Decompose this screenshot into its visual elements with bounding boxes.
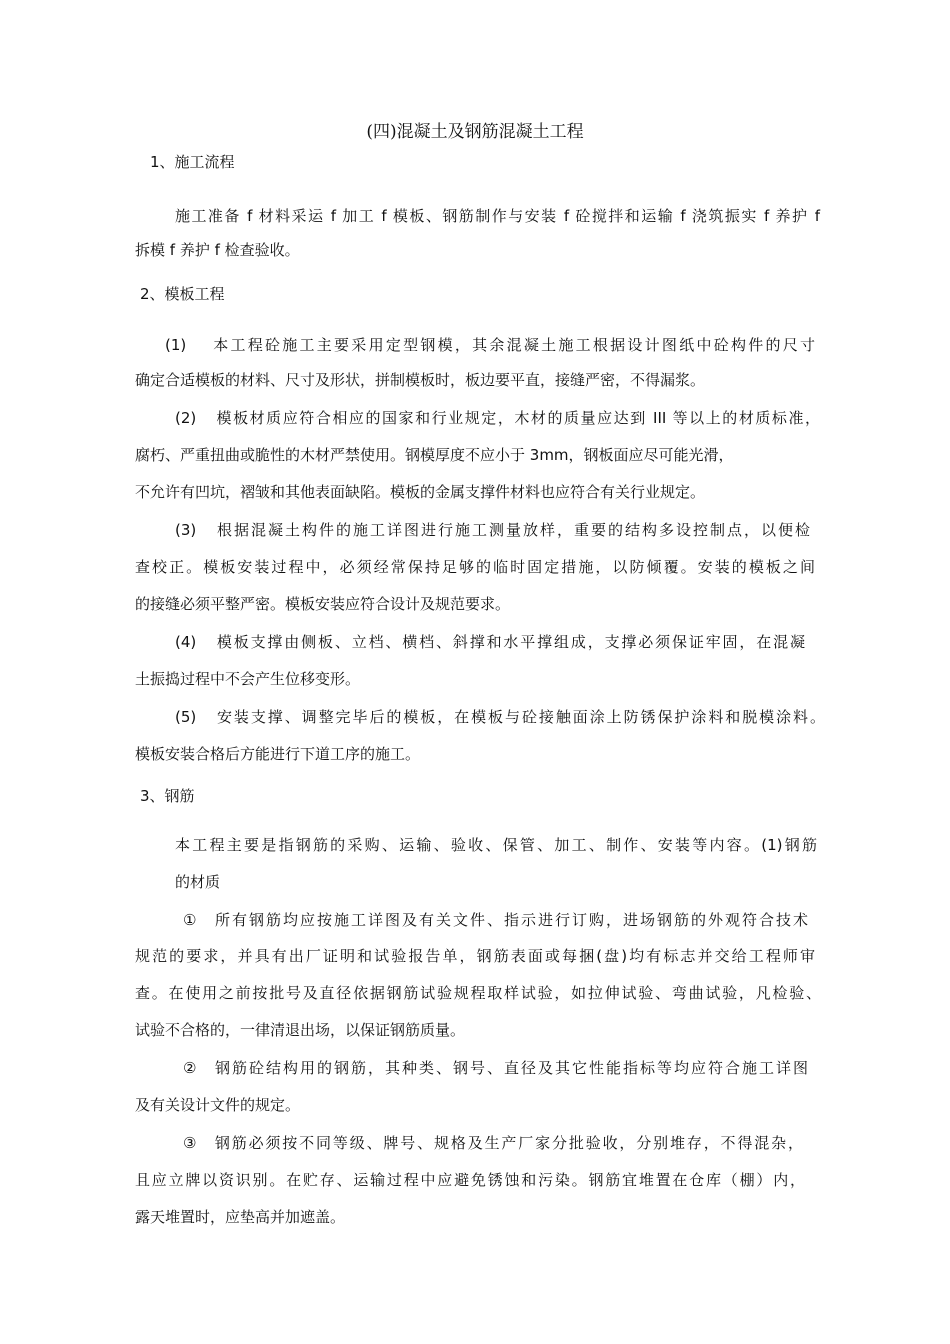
paragraph-line	[175, 632, 805, 652]
item-number: (4)	[175, 633, 197, 651]
paragraph-line: 的材质	[175, 873, 221, 891]
paragraph-line: 的接缝必须平整严密。模板安装应符合设计及规范要求。	[135, 595, 511, 613]
paragraph-text: 模板材质应符合相应的国家和行业规定，木材的质量应达到 III 等以上的材质标准，	[215, 409, 820, 427]
item-number: (5)	[175, 708, 197, 726]
paragraph-text: 安装支撑、调整完毕后的模板，在模板与砼接触面涂上防锈保护涂料和脱模涂料。	[215, 708, 825, 726]
section-heading-3: 3、钢筋	[140, 787, 195, 805]
paragraph-text: 钢筋砼结构用的钢筋，其种类、钢号、直径及其它性能指标等均应符合施工详图	[213, 1059, 808, 1077]
paragraph-text: 所有钢筋均应按施工详图及有关文件、指示进行订购，进场钢筋的外观符合技术	[213, 911, 808, 929]
paragraph-line	[165, 335, 815, 355]
paragraph-line: 腐朽、严重扭曲或脆性的木材严禁使用。钢模厚度不应小于 3mm，钢板面应尽可能光滑，	[135, 446, 734, 464]
section-heading-2: 2、模板工程	[140, 285, 225, 303]
paragraph-line	[175, 408, 820, 428]
item-number: (2)	[175, 409, 197, 427]
paragraph-line: 不允许有凹坑，褶皱和其他表面缺陷。模板的金属支撑件材料也应符合有关行业规定。	[135, 483, 706, 501]
item-number: (3)	[175, 521, 197, 539]
paragraph-text: 本工程砼施工主要采用定型钢模，其余混凝土施工根据设计图纸中砼构件的尺寸	[211, 336, 815, 354]
section-heading-1: 1、施工流程	[150, 153, 235, 171]
item-marker: ②	[183, 1059, 197, 1077]
paragraph-line	[183, 1133, 803, 1153]
paragraph-text: 钢筋必须按不同等级、牌号、规格及生产厂家分批验收，分别堆存，不得混杂，	[213, 1134, 803, 1152]
paragraph-line: 模板安装合格后方能进行下道工序的施工。	[135, 745, 421, 763]
item-number: (1)	[165, 336, 187, 354]
paragraph-line: 土振捣过程中不会产生位移变形。	[135, 670, 361, 688]
item-marker: ①	[183, 911, 197, 929]
paragraph-line	[175, 520, 810, 540]
paragraph-text: 根据混凝土构件的施工详图进行施工测量放样，重要的结构多设控制点，以便检	[215, 521, 810, 539]
paragraph-line: 查。在使用之前按批号及直径依据钢筋试验规程取样试验，如拉伸试验、弯曲试验，凡检验、	[135, 984, 821, 1002]
paragraph-line: 拆模 f 养护 f 检查验收。	[135, 241, 300, 259]
item-marker: ③	[183, 1134, 197, 1152]
paragraph-line: 且应立牌以资识别。在贮存、运输过程中应避免锈蚀和污染。钢筋宜堆置在仓库（棚）内，	[135, 1171, 805, 1189]
paragraph-line	[175, 707, 825, 727]
paragraph-line: 查校正。模板安装过程中，必须经常保持足够的临时固定措施，以防倾覆。安装的模板之间	[135, 558, 815, 576]
paragraph-line	[183, 910, 808, 930]
paragraph-line: 规范的要求，并具有出厂证明和试验报告单，钢筋表面或每捆(盘)均有标志并交给工程师审	[135, 947, 815, 965]
paragraph-line: 及有关设计文件的规定。	[135, 1096, 301, 1114]
paragraph-text: 模板支撑由侧板、立档、横档、斜撑和水平撑组成，支撑必须保证牢固，在混凝	[215, 633, 805, 651]
paragraph-line: 露天堆置时，应垫高并加遮盖。	[135, 1208, 346, 1226]
paragraph-line: 施工准备 f 材料采运 f 加工 f 模板、钢筋制作与安装 f 砼搅拌和运输 f 浇筑振实 f 养护 f	[175, 207, 820, 225]
paragraph-line	[183, 1058, 808, 1078]
paragraph-line: 本工程主要是指钢筋的采购、运输、验收、保管、加工、制作、安装等内容。(1)钢筋	[175, 836, 817, 854]
paragraph-line: 确定合适模板的材料、尺寸及形状，拼制模板时，板边要平直，接缝严密，不得漏浆。	[135, 371, 706, 389]
paragraph-line: 试验不合格的，一律清退出场，以保证钢筋质量。	[135, 1021, 466, 1039]
document-title: (四)混凝土及钢筋混凝土工程	[366, 122, 584, 142]
